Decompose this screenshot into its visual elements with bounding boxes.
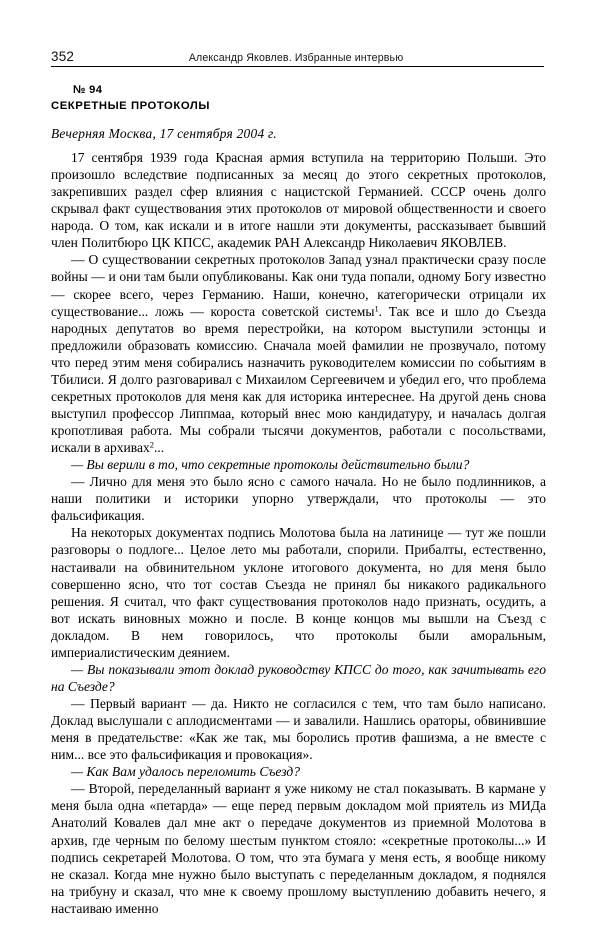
footnote-marker-1: 1 xyxy=(374,303,379,313)
paragraph-answer-1 xyxy=(51,251,546,456)
page-number: 352 xyxy=(51,49,75,64)
question-2: — Вы показывали этот доклад руководству КПСС до того, как зачитывать его на Съезде? xyxy=(51,661,546,694)
question-3: — Как Вам удалось переломить Съезд? xyxy=(71,764,300,780)
paragraph-answer-1-part-c: ... xyxy=(153,440,165,456)
source-citation: Вечерняя Москва, 17 сентября 2004 г. xyxy=(51,126,277,141)
document-number: № 94 xyxy=(73,84,103,96)
paragraph-answer-3: На некоторых документах подпись Молотова была на латинице — тут же пошли разговоры о подлоге... Целое лето мы работали, спорили. Прибалты, естественно, настаивали на обвинительном уклоне итогового документа, но для меня было совершенно ясно, что тот состав Съезда не принял бы никакого радикального решения. Я считал, что факт существования протоколов надо признать, осудить, а вот искать виновных можно и после. В конце концов мы вышли на Съезд с докладом. В нем говорилось, что протоколы были аморальным, империалистическим деянием. xyxy=(51,525,546,660)
paragraph-answer-5: — Второй, переделанный вариант я уже никому не стал показывать. В кармане у меня была одна «петарда» — еще перед первым докладом мой приятель из МИДа Анатолий Ковалев дал мне акт о передаче документов из приемной Молотова в архив, где черным по белому шестым пунктом стояло: «секретные протоколы...» И подпись секретарей Молотова. О том, что эта бумага у меня есть, я вообще никому не сказал. Когда мне нужно было выступать с переделанным докладом, я поднялся на трибуну и сказал, что мне к своему прошлому выступлению добавить нечего, я настаиваю именно xyxy=(51,781,546,916)
running-title: Александр Яковлев. Избранные интервью xyxy=(188,52,404,64)
document-title: СЕКРЕТНЫЕ ПРОТОКОЛЫ xyxy=(51,100,210,112)
paragraph-answer-1-part-a: — О существовании секретных протоколов Запад узнал практически сразу после войны — и они там были опубликованы. Как они туда попали, одному Богу известно — скорее всего, через Германию. Наши, конечно, категорически отрицали их существование... ложь — короста советской системы xyxy=(51,252,546,319)
paragraph-answer-4: — Первый вариант — да. Никто не согласился с тем, что там было написано. Доклад выслушали с аплодисментами — и завалили. Нашлись ораторы, обвинившие меня в предательстве: «Как же так, мы боролись против фашизма, а не вместе с ним... все это фальсификация и провокация». xyxy=(51,696,546,763)
footnote-marker-2: 2 xyxy=(149,440,154,450)
question-1: — Вы верили в то, что секретные протоколы действительно были? xyxy=(71,457,470,473)
paragraph-answer-2: — Лично для меня это было ясно с самого начала. Но не было подлинников, а наши политики и историки упорно утверждали, что протоколы — это фальсификация. xyxy=(51,474,546,524)
running-header xyxy=(51,50,544,67)
article-body xyxy=(51,149,546,917)
paragraph-intro: 17 сентября 1939 года Красная армия вступила на территорию Польши. Это произошло вследствие подписанных за месяц до этого секретных протоколов, закрепивших раздел сфер влияния с нацистской Германией. СССР очень долго скрывал факт существования этих протоколов от мировой общественности и своего народа. О том, как искали и в итоге нашли эти документы, рассказывает бывший член Политбюро ЦК КПСС, академик РАН Александр Николаевич ЯКОВЛЕВ. xyxy=(51,150,546,251)
paragraph-answer-1-part-b: . Так все и шло до Съезда народных депутатов во время перестройки, на котором выступили эстонцы и предложили образовать комиссию. Сначала моей фамилии не прозвучало, потому что перед этим меня собирались назначить руководителем комиссии по событиям в Тбилиси. Я долго разговаривал с Михаилом Сергеевичем и убедил его, что проблема секретных протоколов для меня как для историка интереснее. На другой день снова выступил профессор Липпмаа, который внес мою кандидатуру, и началась долгая кропотливая работа. Мы собрали тысячи документов, работали с посольствами, искали в архивах xyxy=(51,303,546,456)
